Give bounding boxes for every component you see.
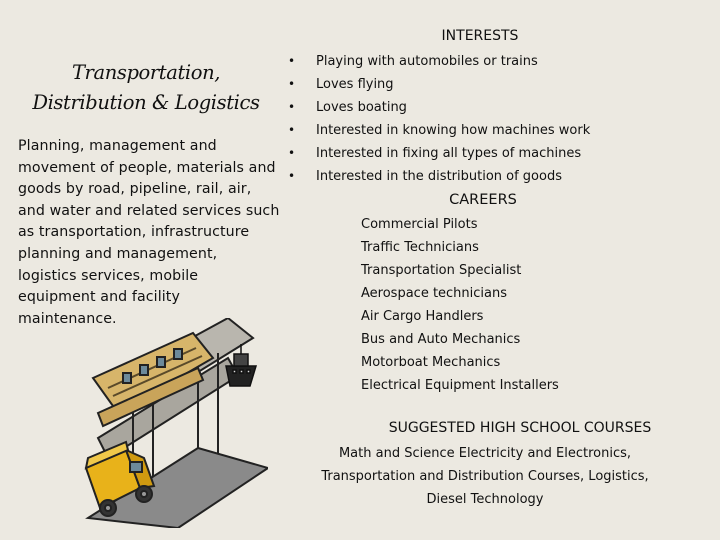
career-item: Electrical Equipment Installers (361, 378, 559, 393)
interest-item: • Loves flying (288, 75, 590, 98)
career-item: Motorboat Mechanics (361, 355, 501, 370)
cluster-description: Planning, management and movement of people, materials and goods by road, pipeline, rail, air, and water and related services such as transportation, infrastructure planning and management, logistics services, mobile equipment and facility maintenance. (18, 138, 280, 327)
career-item: Traffic Technicians (361, 240, 479, 255)
interests-heading: INTERESTS (441, 28, 519, 44)
interest-item: • Interested in knowing how machines work (288, 121, 590, 144)
interests-list (288, 52, 590, 190)
career-item: Air Cargo Handlers (361, 309, 484, 324)
courses-text: Math and Science Electricity and Electronics, Transportation and Distribution Courses, Logistics, Diesel Technology (321, 446, 649, 507)
interest-item: • Loves boating (288, 98, 590, 121)
page-title (18, 58, 274, 118)
interest-item: • Interested in fixing all types of machines (288, 144, 590, 167)
career-item: Aerospace technicians (361, 286, 508, 301)
careers-list (361, 215, 559, 399)
careers-heading: CAREERS (449, 192, 517, 208)
career-item: Commercial Pilots (361, 217, 478, 232)
title-line-2: Distribution & Logistics (32, 91, 260, 114)
interest-item: • Playing with automobiles or trains (288, 52, 590, 75)
interest-item: • Interested in the distribution of goods (288, 167, 590, 190)
courses-heading: SUGGESTED HIGH SCHOOL COURSES (388, 420, 652, 436)
career-item: Bus and Auto Mechanics (361, 332, 521, 347)
title-line-1: Transportation, (71, 61, 221, 84)
transportation-clipart-icon (78, 318, 268, 528)
career-item: Transportation Specialist (361, 263, 522, 278)
